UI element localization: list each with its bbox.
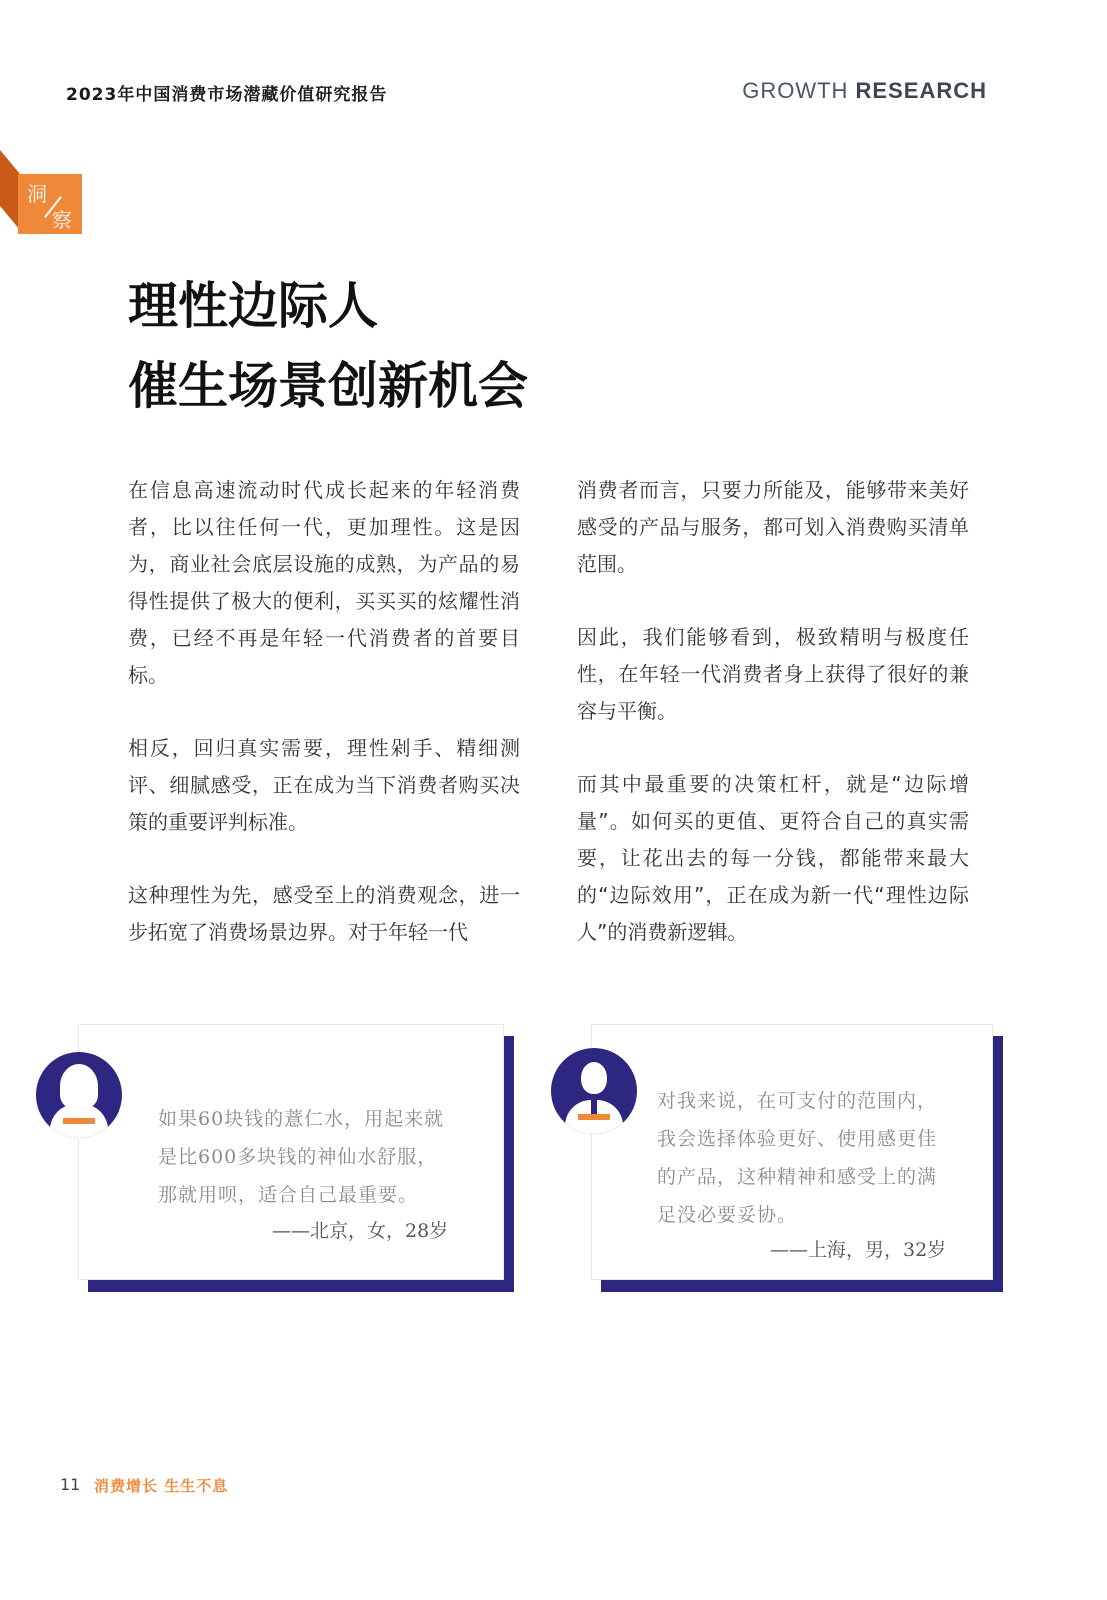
- page-number: 11: [60, 1475, 81, 1494]
- paragraph: 而其中最重要的决策杠杆，就是“边际增量”。如何买的更值、更符合自己的真实需要，让花出去的每一分钱，都能带来最大的“边际效用”，正在成为新一代“理性边际人”的消费新逻辑。: [577, 772, 969, 944]
- page-headline: [128, 266, 528, 426]
- paragraph: 在信息高速流动时代成长起来的年轻消费者，比以往任何一代，更加理性。这是因为，商业社会底层设施的成熟，为产品的易得性提供了极大的便利，买买买的炫耀性消费，已经不再是年轻一代消费者的首要目标。: [128, 478, 520, 687]
- brand-part1: GROWTH: [742, 78, 849, 103]
- badge-char-1: 洞: [27, 182, 47, 206]
- brand-logo: [742, 78, 987, 104]
- badge-flap: [0, 150, 20, 230]
- quote-text-1: 如果60块钱的薏仁水，用起来就 是比600多块钱的神仙水舒服， 那就用呗，适合自己最重要。: [158, 1108, 445, 1206]
- headline-line-1: 理性边际人: [128, 277, 378, 335]
- badge-char-2: 察: [52, 208, 72, 232]
- paragraph: 这种理性为先，感受至上的消费观念，进一步拓宽了消费场景边界。对于年轻一代: [128, 883, 520, 944]
- body-column-right: [577, 472, 969, 987]
- report-title: 2023年中国消费市场潜藏价值研究报告: [66, 85, 388, 105]
- quote-attribution-1: ——北京，女，28岁: [272, 1220, 449, 1242]
- female-avatar-icon: [36, 1052, 122, 1138]
- insight-badge: [18, 174, 82, 234]
- quote-text-2: 对我来说，在可支付的范围内， 我会选择体验更好、使用感更佳 的产品，这种精神和感受上的满 足没必要妥协。: [657, 1090, 938, 1226]
- footer-tagline: 消费增长 生生不息: [94, 1477, 229, 1495]
- body-column-left: [128, 472, 520, 987]
- quote-attribution-2: ——上海，男，32岁: [770, 1239, 947, 1261]
- headline-line-2: 催生场景创新机会: [128, 357, 528, 415]
- brand-part2: RESEARCH: [855, 78, 987, 103]
- paragraph: 因此，我们能够看到，极致精明与极度任性，在年轻一代消费者身上获得了很好的兼容与平衡。: [577, 625, 969, 723]
- paragraph: 消费者而言，只要力所能及，能够带来美好感受的产品与服务，都可划入消费购买清单范围。: [577, 478, 969, 576]
- paragraph: 相反，回归真实需要，理性剁手、精细测评、细腻感受，正在成为当下消费者购买决策的重要评判标准。: [128, 736, 520, 834]
- male-avatar-icon: [551, 1048, 637, 1134]
